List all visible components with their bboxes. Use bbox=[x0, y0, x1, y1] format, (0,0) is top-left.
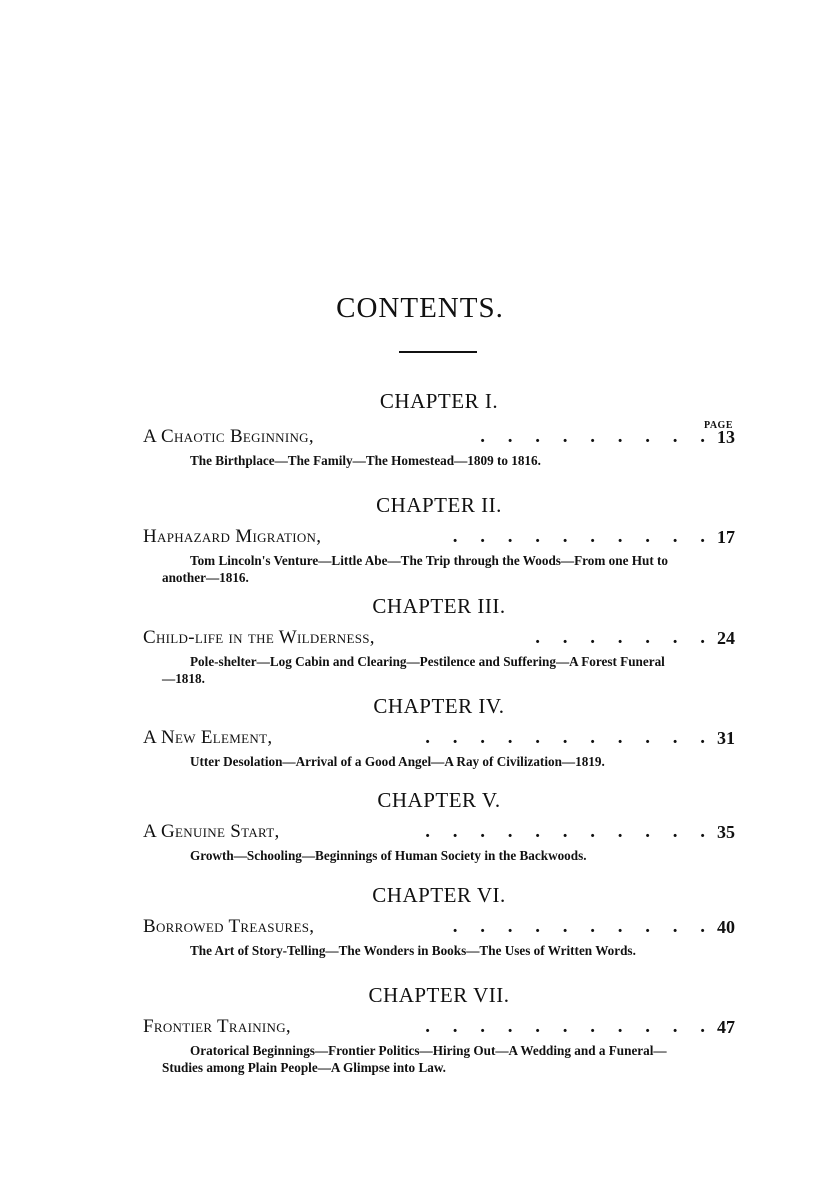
chapter-heading: CHAPTER III. bbox=[372, 594, 506, 618]
chapter-summary: Growth—Schooling—Beginnings of Human Society in the Backwoods. bbox=[190, 848, 587, 863]
chapter-summary: The Birthplace—The Family—The Homestead—1809 to 1816. bbox=[190, 453, 541, 468]
chapter-title: Haphazard Migration, bbox=[143, 526, 322, 547]
chapter-title: A New Element, bbox=[143, 727, 273, 748]
leader-dots: . . . . . . . . . . bbox=[452, 526, 705, 547]
chapter-heading: CHAPTER IV. bbox=[373, 694, 505, 718]
chapter-title: A Chaotic Beginning, bbox=[143, 426, 314, 447]
page-number: 35 bbox=[717, 822, 735, 842]
chapter-summary: Pole-shelter—Log Cabin and Clearing—Pestilence and Suffering—A Forest Funeral—1818. bbox=[162, 654, 665, 686]
contents-entry[interactable] bbox=[143, 914, 735, 940]
leader-dots: . . . . . . . . . bbox=[480, 426, 705, 447]
chapter-heading: CHAPTER V. bbox=[377, 788, 501, 812]
title-rule bbox=[399, 351, 477, 353]
leader-dots: . . . . . . . . . . . bbox=[425, 727, 705, 748]
chapter-heading: CHAPTER II. bbox=[376, 493, 502, 517]
chapter-summary: Oratorical Beginnings—Frontier Politics—Hiring Out—A Wedding and a Funeral—Studies among Plain People—A Glimpse into Law. bbox=[162, 1043, 667, 1075]
page-number: 47 bbox=[717, 1017, 735, 1037]
contents-entry[interactable] bbox=[143, 424, 735, 450]
chapter-3 bbox=[143, 593, 735, 687]
page-number: 17 bbox=[717, 527, 735, 547]
chapter-title: Child-life in the Wilderness, bbox=[143, 627, 375, 648]
page-number: 40 bbox=[717, 917, 735, 937]
leader-dots: . . . . . . . . . . bbox=[452, 916, 705, 937]
chapter-1 bbox=[143, 388, 735, 469]
chapter-title: Frontier Training, bbox=[143, 1016, 291, 1037]
contents-entry[interactable] bbox=[143, 625, 735, 651]
chapter-5 bbox=[143, 787, 735, 864]
chapter-title: Borrowed Treasures, bbox=[143, 916, 315, 937]
chapter-heading: CHAPTER VII. bbox=[368, 983, 510, 1007]
chapter-summary: The Art of Story-Telling—The Wonders in Books—The Uses of Written Words. bbox=[190, 943, 636, 958]
chapter-4 bbox=[143, 693, 735, 770]
chapter-summary: Utter Desolation—Arrival of a Good Angel—A Ray of Civilization—1819. bbox=[190, 754, 605, 769]
leader-dots: . . . . . . . . . . . bbox=[425, 1016, 705, 1037]
page-column-label: PAGE bbox=[703, 420, 733, 431]
page-number: 24 bbox=[717, 628, 735, 648]
contents-entry[interactable] bbox=[143, 725, 735, 751]
chapter-heading: CHAPTER I. bbox=[379, 389, 499, 413]
contents-entry[interactable] bbox=[143, 1014, 735, 1040]
leader-dots: . . . . . . . . . . . bbox=[425, 821, 705, 842]
chapter-title: A Genuine Start, bbox=[143, 821, 280, 842]
page-title: CONTENTS. bbox=[336, 292, 504, 324]
leader-dots: . . . . . . . bbox=[535, 627, 705, 648]
chapter-6 bbox=[143, 882, 735, 959]
chapter-7 bbox=[143, 982, 735, 1076]
page-number: 13 bbox=[717, 427, 735, 447]
chapter-summary: Tom Lincoln's Venture—Little Abe—The Trip through the Woods—From one Hut to another—1816. bbox=[162, 553, 668, 585]
chapter-2 bbox=[143, 492, 735, 586]
page-number: 31 bbox=[717, 728, 735, 748]
contents-entry[interactable] bbox=[143, 819, 735, 845]
chapter-heading: CHAPTER VI. bbox=[372, 883, 506, 907]
contents-entry[interactable] bbox=[143, 524, 735, 550]
